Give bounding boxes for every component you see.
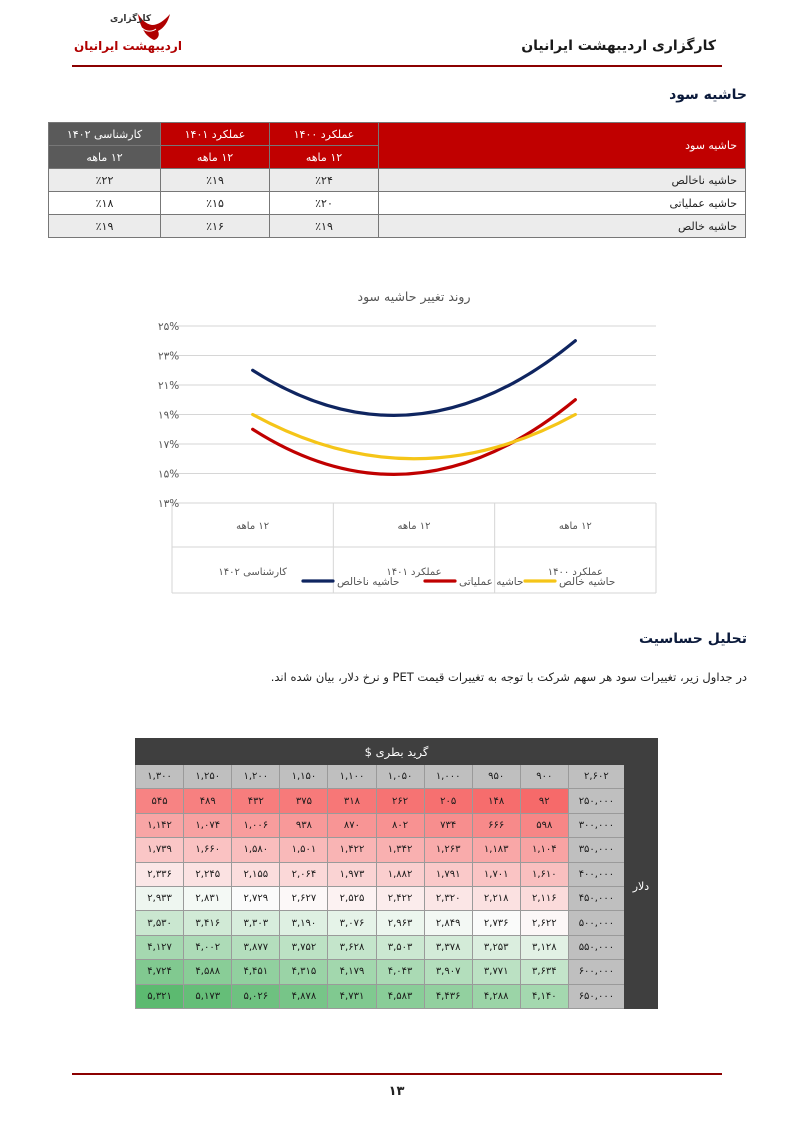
- eps-cell: ۲,۴۲۲: [376, 886, 424, 910]
- price-column-header: ۱,۱۰۰: [328, 765, 376, 789]
- table-cell: ٪۱۹: [161, 169, 270, 192]
- sensitivity-header-row: [136, 765, 658, 789]
- eps-cell: ۴,۲۸۸: [472, 984, 520, 1008]
- section-title-sensitivity: تحلیل حساسیت: [638, 631, 747, 647]
- eps-cell: ۴,۳۱۵: [280, 960, 328, 984]
- eps-cell: ۲,۱۱۶: [520, 886, 568, 910]
- eps-cell: ۴,۱۲۷: [136, 935, 184, 959]
- eps-cell: ۲,۷۲۹: [232, 886, 280, 910]
- eps-cell: ۳,۶۳۴: [520, 960, 568, 984]
- table-row: [136, 886, 658, 910]
- eps-cell: ۳,۱۲۸: [520, 935, 568, 959]
- table-row: [136, 813, 658, 837]
- row-label: حاشیه ناخالص: [379, 169, 746, 192]
- price-column-header: ۱,۱۵۰: [280, 765, 328, 789]
- eps-cell: ۸۷۰: [328, 813, 376, 837]
- eps-cell: ۲,۲۱۸: [472, 886, 520, 910]
- column-axis-label: گرید بطری $: [136, 739, 658, 765]
- base-value-cell: ۲,۶۰۲: [568, 765, 624, 789]
- column-period: ۱۲ ماهه: [270, 146, 379, 169]
- firm-name: کارگزاری اردیبهشت ایرانیان: [521, 38, 716, 54]
- eps-cell: ۲,۸۳۱: [184, 886, 232, 910]
- eps-cell: ۴,۵۸۸: [184, 960, 232, 984]
- eps-cell: ۵۴۵: [136, 789, 184, 813]
- table-row: [49, 215, 746, 238]
- eps-cell: ۵,۱۷۳: [184, 984, 232, 1008]
- eps-cell: ۳۷۵: [280, 789, 328, 813]
- eps-cell: ۴,۸۷۸: [280, 984, 328, 1008]
- price-column-header: ۱,۳۰۰: [136, 765, 184, 789]
- eps-cell: ۱,۵۰۱: [280, 838, 328, 862]
- eps-cell: ۴,۰۰۲: [184, 935, 232, 959]
- row-label: حاشیه عملیاتی: [379, 192, 746, 215]
- eps-cell: ۳,۲۵۳: [472, 935, 520, 959]
- table-row: [136, 935, 658, 959]
- eps-cell: ۳,۵۰۳: [376, 935, 424, 959]
- dollar-rate-label: ۲۵۰,۰۰۰: [568, 789, 624, 813]
- dollar-rate-label: ۵۰۰,۰۰۰: [568, 911, 624, 935]
- y-tick-label: ۲۱%: [158, 380, 180, 392]
- sensitivity-table: [135, 738, 658, 1009]
- chart-canvas: [100, 283, 680, 603]
- eps-cell: ۴,۴۳۶: [424, 984, 472, 1008]
- eps-cell: ۳,۰۷۶: [328, 911, 376, 935]
- eps-cell: ۵۹۸: [520, 813, 568, 837]
- price-column-header: ۱,۰۵۰: [376, 765, 424, 789]
- logo-main-text: اردیبهشت ایرانیان: [74, 39, 182, 53]
- eps-cell: ۲۶۲: [376, 789, 424, 813]
- series-line: [253, 415, 576, 459]
- dollar-rate-label: ۶۵۰,۰۰۰: [568, 984, 624, 1008]
- eps-cell: ۲۰۵: [424, 789, 472, 813]
- y-tick-label: ۲۵%: [158, 321, 180, 333]
- eps-cell: ۳,۴۱۶: [184, 911, 232, 935]
- table-cell: ٪۱۸: [49, 192, 161, 215]
- eps-cell: ۳,۷۵۲: [280, 935, 328, 959]
- eps-cell: ۲,۶۲۷: [280, 886, 328, 910]
- eps-cell: ۱,۳۴۲: [376, 838, 424, 862]
- eps-cell: ۷۳۴: [424, 813, 472, 837]
- eps-cell: ۲,۱۵۵: [232, 862, 280, 886]
- table-row: [49, 169, 746, 192]
- eps-cell: ۱,۸۸۲: [376, 862, 424, 886]
- table-row: [49, 192, 746, 215]
- table-row: [136, 960, 658, 984]
- eps-cell: ۲,۵۲۵: [328, 886, 376, 910]
- eps-cell: ۱,۲۶۳: [424, 838, 472, 862]
- table-cell: ٪۱۵: [161, 192, 270, 215]
- row-label: حاشیه خالص: [379, 215, 746, 238]
- eps-cell: ۴,۷۳۱: [328, 984, 376, 1008]
- eps-cell: ۴۸۹: [184, 789, 232, 813]
- dollar-rate-label: ۶۰۰,۰۰۰: [568, 960, 624, 984]
- y-tick-label: ۱۹%: [158, 409, 180, 422]
- table-row: [136, 789, 658, 813]
- footer-divider: [72, 1073, 722, 1075]
- eps-cell: ۳,۱۹۰: [280, 911, 328, 935]
- price-column-header: ۹۵۰: [472, 765, 520, 789]
- profit-margin-table: [48, 122, 746, 238]
- eps-cell: ۲,۷۳۶: [472, 911, 520, 935]
- eps-cell: ۲,۰۶۴: [280, 862, 328, 886]
- page-header: [72, 8, 722, 68]
- eps-cell: ۵,۰۲۶: [232, 984, 280, 1008]
- legend-label: حاشیه عملیاتی: [459, 576, 524, 588]
- chart-title: روند تغییر حاشیه سود: [357, 289, 471, 304]
- dollar-rate-label: ۵۵۰,۰۰۰: [568, 935, 624, 959]
- eps-cell: ۲,۲۴۵: [184, 862, 232, 886]
- column-header: عملکرد ۱۴۰۱: [161, 123, 270, 146]
- eps-cell: ۱,۷۰۱: [472, 862, 520, 886]
- y-tick-label: ۱۵%: [158, 468, 180, 481]
- y-tick-label: ۱۷%: [158, 439, 180, 451]
- eps-cell: ۱,۱۸۳: [472, 838, 520, 862]
- eps-cell: ۳,۳۰۳: [232, 911, 280, 935]
- eps-cell: ۴,۷۲۴: [136, 960, 184, 984]
- eps-cell: ۶۶۶: [472, 813, 520, 837]
- eps-cell: ۲,۹۶۳: [376, 911, 424, 935]
- row-axis-label: دلار: [624, 765, 657, 1009]
- eps-cell: ۱,۰۰۶: [232, 813, 280, 837]
- eps-cell: ۱,۹۷۳: [328, 862, 376, 886]
- table-cell: ٪۲۴: [270, 169, 379, 192]
- eps-cell: ۳,۹۰۷: [424, 960, 472, 984]
- eps-cell: ۱,۵۸۰: [232, 838, 280, 862]
- eps-cell: ۱,۰۷۴: [184, 813, 232, 837]
- dollar-rate-label: ۳۵۰,۰۰۰: [568, 838, 624, 862]
- eps-cell: ۲,۳۲۰: [424, 886, 472, 910]
- eps-cell: ۸۰۲: [376, 813, 424, 837]
- eps-cell: ۱,۶۱۰: [520, 862, 568, 886]
- legend-label: حاشیه ناخالص: [337, 576, 400, 588]
- eps-cell: ۴,۱۷۹: [328, 960, 376, 984]
- price-column-header: ۱,۲۰۰: [232, 765, 280, 789]
- eps-cell: ۳۱۸: [328, 789, 376, 813]
- table-cell: ٪۱۹: [49, 215, 161, 238]
- company-logo: [72, 8, 182, 66]
- sensitivity-title-row: [136, 739, 658, 765]
- table-row: [136, 984, 658, 1008]
- margin-trend-chart: [100, 283, 680, 603]
- eps-cell: ۳,۳۷۸: [424, 935, 472, 959]
- eps-cell: ۱,۱۴۲: [136, 813, 184, 837]
- eps-cell: ۱,۷۹۱: [424, 862, 472, 886]
- page-number: ۱۳: [388, 1084, 405, 1099]
- eps-cell: ۹۲: [520, 789, 568, 813]
- logo-small-text: کارگزاری: [110, 14, 152, 24]
- eps-cell: ۳,۷۷۱: [472, 960, 520, 984]
- eps-cell: ۴,۰۴۳: [376, 960, 424, 984]
- eps-cell: ۳,۸۷۷: [232, 935, 280, 959]
- eps-cell: ۱,۶۶۰: [184, 838, 232, 862]
- column-header: کارشناسی ۱۴۰۲: [49, 123, 161, 146]
- dollar-rate-label: ۴۵۰,۰۰۰: [568, 886, 624, 910]
- x-category-label: عملکرد ۱۴۰۰: [547, 567, 603, 578]
- column-period: ۱۲ ماهه: [161, 146, 270, 169]
- y-tick-label: ۲۳%: [158, 350, 180, 363]
- eps-cell: ۴,۵۸۳: [376, 984, 424, 1008]
- eps-cell: ۳,۶۲۸: [328, 935, 376, 959]
- eps-cell: ۲,۹۳۳: [136, 886, 184, 910]
- column-header: عملکرد ۱۴۰۰: [270, 123, 379, 146]
- dollar-rate-label: ۳۰۰,۰۰۰: [568, 813, 624, 837]
- price-column-header: ۱,۰۰۰: [424, 765, 472, 789]
- eps-cell: ۱,۱۰۴: [520, 838, 568, 862]
- y-tick-label: ۱۳%: [158, 498, 180, 510]
- eps-cell: ۹۳۸: [280, 813, 328, 837]
- price-column-header: ۹۰۰: [520, 765, 568, 789]
- table-header-row: [49, 123, 746, 146]
- table-cell: ٪۲۲: [49, 169, 161, 192]
- price-column-header: ۱,۲۵۰: [184, 765, 232, 789]
- header-divider: [72, 65, 722, 67]
- x-category-label: کارشناسی ۱۴۰۲: [218, 567, 287, 578]
- eps-cell: ۲,۶۲۲: [520, 911, 568, 935]
- x-period-label: ۱۲ ماهه: [558, 521, 592, 532]
- sensitivity-description: در جداول زیر، تغییرات سود هر سهم شرکت با توجه به تغییرات قیمت PET و نرخ دلار، بیان شده اند.: [270, 670, 747, 684]
- section-title-profit-margin: حاشیه سود: [669, 87, 747, 103]
- table-row: [136, 838, 658, 862]
- column-period: ۱۲ ماهه: [49, 146, 161, 169]
- table-row: [136, 862, 658, 886]
- x-period-label: ۱۲ ماهه: [397, 521, 431, 532]
- eps-cell: ۴,۱۴۰: [520, 984, 568, 1008]
- eps-cell: ۲,۳۳۶: [136, 862, 184, 886]
- table-cell: ٪۱۹: [270, 215, 379, 238]
- eps-cell: ۵,۳۲۱: [136, 984, 184, 1008]
- eps-cell: ۳,۵۳۰: [136, 911, 184, 935]
- eps-cell: ۱,۷۳۹: [136, 838, 184, 862]
- dollar-rate-label: ۴۰۰,۰۰۰: [568, 862, 624, 886]
- table-cell: ٪۲۰: [270, 192, 379, 215]
- x-category-label: عملکرد ۱۴۰۱: [386, 567, 442, 578]
- eps-cell: ۴,۴۵۱: [232, 960, 280, 984]
- eps-cell: ۱۴۸: [472, 789, 520, 813]
- table-row-header: حاشیه سود: [379, 123, 746, 169]
- series-line: [253, 341, 576, 416]
- eps-cell: ۱,۴۲۲: [328, 838, 376, 862]
- table-row: [136, 911, 658, 935]
- eps-cell: ۲,۸۴۹: [424, 911, 472, 935]
- x-period-label: ۱۲ ماهه: [236, 521, 270, 532]
- eps-cell: ۴۳۲: [232, 789, 280, 813]
- table-cell: ٪۱۶: [161, 215, 270, 238]
- legend-label: حاشیه خالص: [559, 576, 616, 588]
